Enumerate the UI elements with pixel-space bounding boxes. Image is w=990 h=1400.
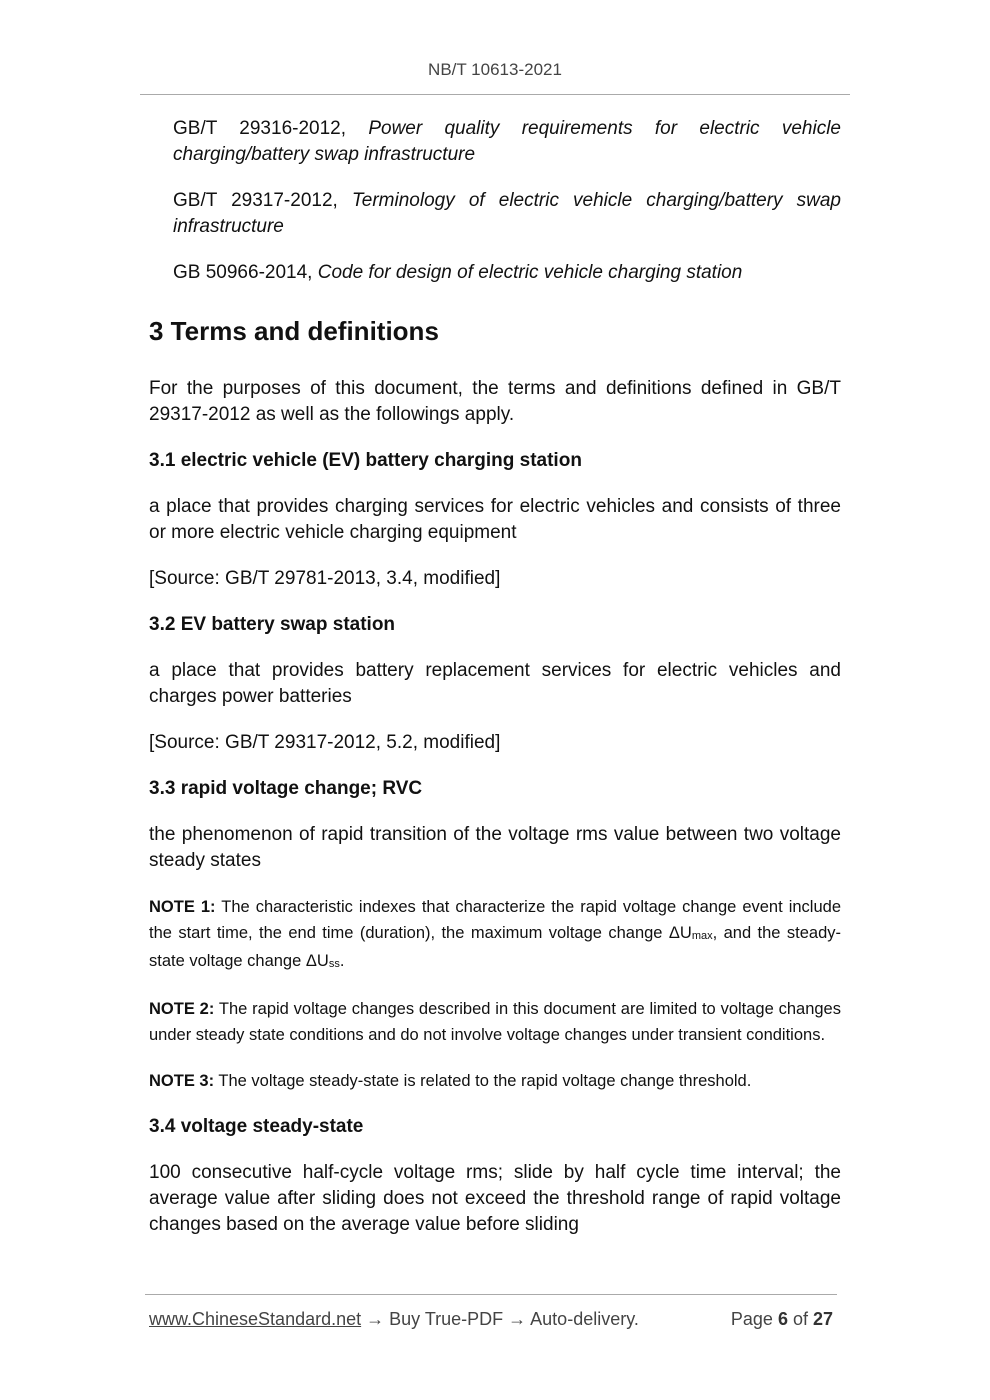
reference-title: Code for design of electric vehicle charging station xyxy=(317,262,743,283)
page-label: Page xyxy=(730,1309,778,1329)
page-current: 6 xyxy=(777,1309,788,1329)
document-code-header: NB/T 10613-2021 xyxy=(428,60,562,79)
reference-code: GB/T 29317-2012, xyxy=(173,190,338,211)
term-source: [Source: GB/T 29317-2012, 5.2, modified] xyxy=(149,732,501,753)
term-definition: the phenomenon of rapid transition of the voltage rms value between two voltage steady states xyxy=(149,824,841,871)
term-definition: a place that provides battery replacement services for electric vehicles and charges power batteries xyxy=(149,660,841,707)
note-text: The voltage steady-state is related to the rapid voltage change threshold. xyxy=(214,1072,752,1090)
page-of: of xyxy=(787,1309,813,1329)
note-text: , and the steady-state voltage change ΔU xyxy=(149,924,841,970)
term-heading: 3.2 EV battery swap station xyxy=(149,614,396,635)
reference-item xyxy=(149,116,841,168)
website-link[interactable]: www.ChineseStandard.net xyxy=(149,1309,362,1329)
reference-title: Power quality requirements for electric vehicle charging/battery swap infrastructure xyxy=(173,118,842,165)
note-label: NOTE 2: xyxy=(149,1000,215,1018)
footer-divider xyxy=(145,1294,837,1295)
note-text: The characteristic indexes that characterize the rapid voltage change event include the start time, the end time (duration), the maximum voltage change ΔU xyxy=(149,898,841,942)
subscript: max xyxy=(691,930,713,942)
term-heading: 3.1 electric vehicle (EV) battery charging station xyxy=(149,450,582,471)
page-footer xyxy=(149,1309,833,1330)
term-definition: a place that provides charging services for electric vehicles and consists of three or more electric vehicle charging equipment xyxy=(149,496,841,543)
section-intro: For the purposes of this document, the terms and definitions defined in GB/T 29317-2012 as well as the followings apply. xyxy=(149,378,841,425)
section-heading: 3 Terms and definitions xyxy=(149,316,439,346)
page-total: 27 xyxy=(812,1309,833,1329)
term-source: [Source: GB/T 29781-2013, 3.4, modified] xyxy=(149,568,501,589)
note-2 xyxy=(149,996,841,1048)
reference-item xyxy=(149,188,841,240)
note-label: NOTE 1: xyxy=(149,898,216,916)
note-text: . xyxy=(339,952,345,970)
header-divider xyxy=(140,94,850,95)
page-content xyxy=(149,116,841,1238)
term-definition: 100 consecutive half-cycle voltage rms; slide by half cycle time interval; the average value after sliding does not exceed the threshold range of rapid voltage changes based on the average value before sliding xyxy=(149,1162,841,1235)
page-indicator xyxy=(731,1309,833,1330)
reference-item xyxy=(149,260,841,286)
footer-tagline: → Buy True-PDF → Auto-delivery. xyxy=(361,1309,639,1329)
reference-title: Terminology of electric vehicle charging/battery swap infrastructure xyxy=(173,190,842,237)
note-label: NOTE 3: xyxy=(149,1072,215,1090)
note-1 xyxy=(149,894,841,976)
term-heading: 3.4 voltage steady-state xyxy=(149,1116,364,1137)
reference-code: GB 50966-2014, xyxy=(173,262,313,283)
reference-code: GB/T 29316-2012, xyxy=(173,118,347,139)
term-heading: 3.3 rapid voltage change; RVC xyxy=(149,778,423,799)
note-3 xyxy=(149,1068,841,1094)
subscript: ss xyxy=(328,958,340,970)
footer-promo xyxy=(149,1309,639,1330)
note-text: The rapid voltage changes described in this document are limited to voltage changes under steady state conditions and do not involve voltage changes under transient conditions. xyxy=(149,1000,841,1044)
